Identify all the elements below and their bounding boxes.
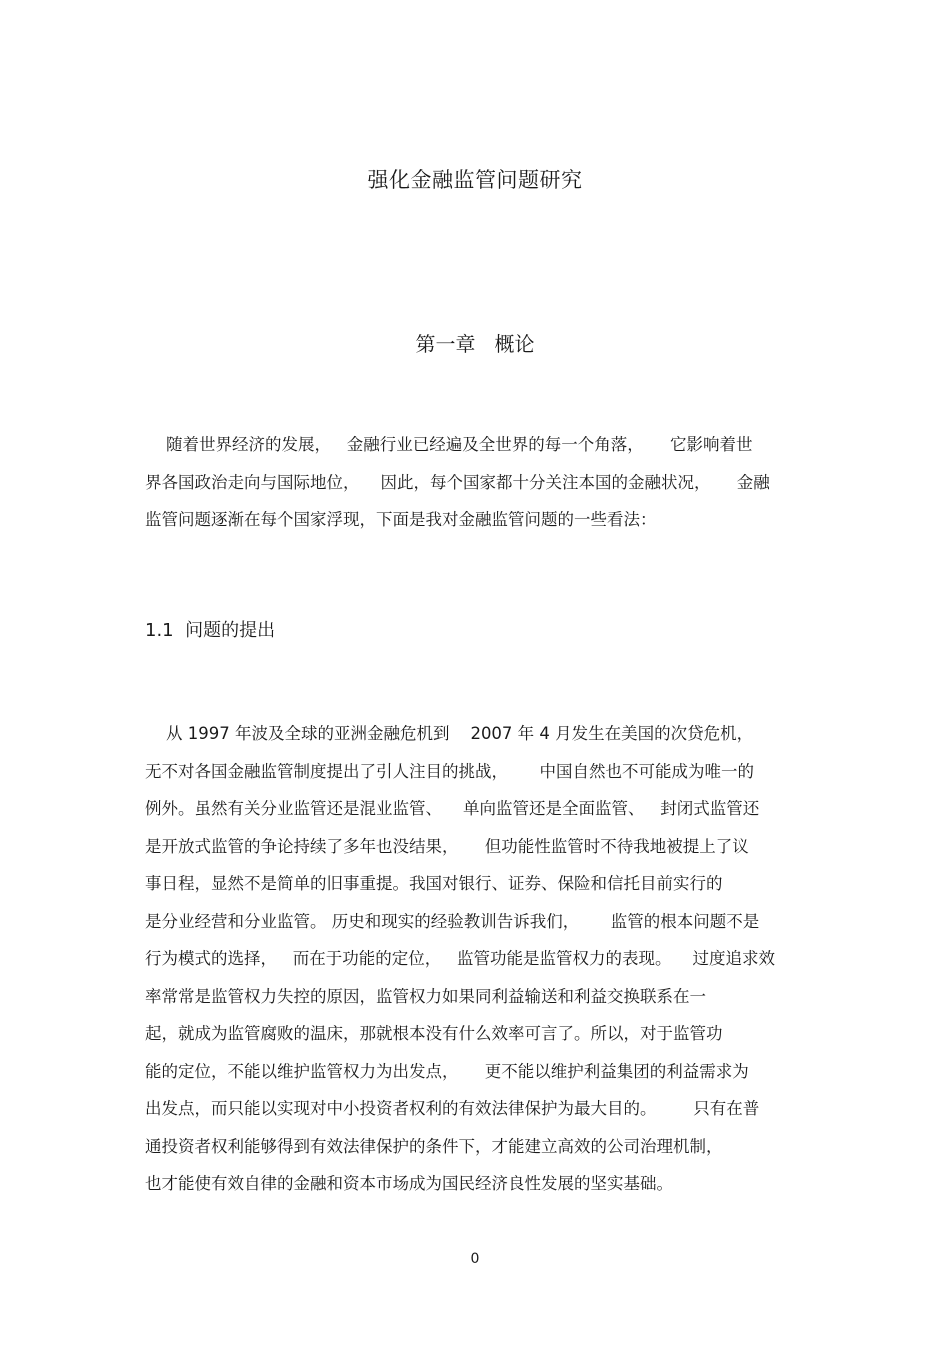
paragraph-line: 监管问题逐渐在每个国家浮现，下面是我对金融监管问题的一些看法： — [145, 510, 657, 529]
paragraph-line: 界各国政治走向与国际地位， 因此，每个国家都十分关注本国的金融状况， 金融 — [145, 472, 770, 492]
paragraph-line: 起，就成为监管腐败的温床，那就根本没有什么效率可言了。所以，对于监管功 — [145, 1024, 723, 1043]
paragraph-line: 是开放式监管的争论持续了多年也没结果， 但功能性监管时不待我地被提上了议 — [145, 836, 749, 856]
paragraph-line: 也才能使有效自律的金融和资本市场成为国民经济良性发展的坚实基础。 — [145, 1174, 673, 1193]
body-paragraph — [145, 715, 815, 1203]
paragraph-line: 率常常是监管权力失控的原因，监管权力如果同利益输送和利益交换联系在一 — [145, 986, 706, 1006]
paragraph-line: 出发点，而只能以实现对中小投资者权利的有效法律保护为最大目的。 只有在普 — [145, 1099, 760, 1118]
paragraph-line: 是分业经营和分业监管。 历史和现实的经验教训告诉我们， 监管的根本问题不是 — [145, 911, 760, 931]
intro-paragraph — [145, 426, 815, 539]
paragraph-line: 无不对各国金融监管制度提出了引人注目的挑战， 中国自然也不可能成为唯一的 — [145, 761, 754, 781]
paragraph-line: 随着世界经济的发展， 金融行业已经遍及全世界的每一个角落， 它影响着世 — [145, 435, 753, 454]
paragraph-line: 行为模式的选择， 而在于功能的定位， 监管功能是监管权力的表现。 过度追求效 — [145, 949, 775, 968]
paragraph-line: 通投资者权利能够得到有效法律保护的条件下，才能建立高效的公司治理机制， — [145, 1136, 723, 1156]
chapter-title: 第一章 概论 — [415, 332, 535, 356]
paragraph-line: 例外。虽然有关分业监管还是混业监管、 单向监管还是全面监管、 封闭式监管还 — [145, 799, 760, 818]
page-number: 0 — [470, 1251, 480, 1267]
document-title: 强化金融监管问题研究 — [367, 168, 583, 192]
section-heading: 1.1 问题的提出 — [145, 620, 276, 641]
paragraph-line: 能的定位，不能以维护监管权力为出发点， 更不能以维护利益集团的利益需求为 — [145, 1061, 749, 1081]
paragraph-line: 从 1997 年波及全球的亚洲金融危机到 2007 年 4 月发生在美国的次贷危机， — [145, 724, 754, 743]
paragraph-line: 事日程，显然不是简单的旧事重提。我国对银行、证券、保险和信托目前实行的 — [145, 874, 723, 893]
